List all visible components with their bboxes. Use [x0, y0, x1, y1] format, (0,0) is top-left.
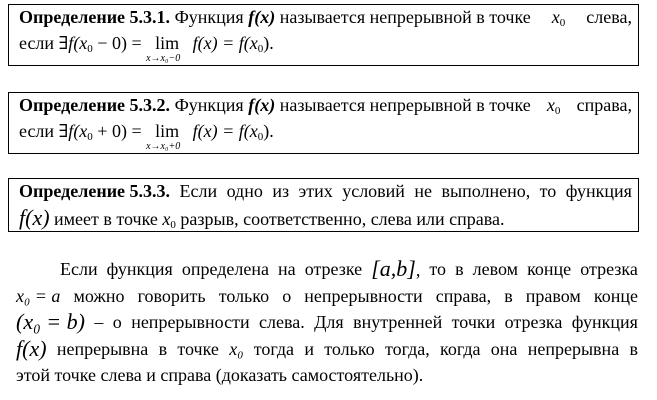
- paragraph-word: определена: [181, 259, 269, 279]
- definition-3-line-2: [19, 205, 632, 231]
- point-x0: x₀: [229, 338, 244, 359]
- definition-3-word: одно: [226, 181, 263, 201]
- definition-1-expr-left: ∃f(x: [58, 33, 88, 53]
- paragraph-word: тогда,: [384, 338, 430, 359]
- definition-2-limit: [146, 121, 188, 152]
- definition-2-function: f(x): [248, 95, 276, 115]
- paragraph-word: о: [112, 312, 122, 332]
- paragraph-word: отрезке: [304, 259, 363, 279]
- definition-1-point-sub: 0: [559, 17, 566, 29]
- paragraph-line-1: Если функция определена на отрезке [a,b], то в левом конце отрезка: [60, 256, 638, 281]
- paragraph-word: точке: [177, 338, 219, 359]
- paragraph-word: то: [429, 259, 447, 279]
- paragraph-word: можно: [73, 285, 125, 306]
- paragraph-line-5: этой точке слева и справа (доказать самостоятельно).: [16, 365, 424, 385]
- definition-1-expr-left-tail: − 0) =: [92, 33, 142, 53]
- paragraph-line-3: [16, 309, 638, 336]
- paragraph-word: левом: [472, 259, 519, 279]
- equation-x0-a: x₀ = a: [16, 285, 61, 306]
- paragraph-word: в: [629, 338, 638, 359]
- equation-x0-b: (x₀ = b): [16, 309, 85, 334]
- definition-3-word: из: [272, 181, 290, 201]
- definition-3-word: функция: [565, 181, 632, 201]
- paragraph-word: внутренней: [353, 312, 443, 332]
- interval-ab: [a,b]: [371, 256, 416, 281]
- paragraph-word: в: [158, 338, 168, 359]
- definition-3-function: f(x): [19, 205, 50, 230]
- body-paragraph: [16, 256, 638, 389]
- definition-3-word: не: [414, 181, 433, 201]
- paragraph-word: слева.: [259, 312, 305, 332]
- paragraph-word: в: [455, 259, 464, 279]
- paragraph-word: когда: [440, 338, 481, 359]
- paragraph-word: о: [282, 285, 292, 306]
- definition-3-point-sub: 0: [170, 219, 176, 231]
- definition-1-text-2: называется непрерывной в точке: [279, 7, 531, 27]
- paragraph-word: говорить: [137, 285, 206, 306]
- definition-1-lim: lim: [155, 33, 180, 53]
- paragraph-word: на: [278, 259, 296, 279]
- paragraph-word: и: [304, 338, 314, 359]
- definition-2-text-2: называется непрерывной в точке: [279, 95, 531, 115]
- paragraph-line-4: [16, 336, 638, 363]
- definition-2-expr-right-tail: ).: [263, 121, 274, 141]
- definition-3-line-1: [19, 181, 632, 205]
- paragraph-word: только: [218, 285, 270, 306]
- definition-1-function: f(x): [248, 7, 276, 27]
- paragraph-word: непрерывна: [527, 338, 620, 359]
- function-fx: f(x): [16, 335, 47, 361]
- definition-2-point-sub: 0: [554, 105, 561, 117]
- definition-2-text: Функция: [174, 95, 244, 115]
- definition-2-lim-sub: x→x₀+0: [146, 141, 181, 152]
- definition-1-lim-sub: x→x₀−0: [146, 53, 181, 64]
- definition-1-limit: [146, 33, 188, 64]
- definition-3-label: Определение 5.3.3.: [19, 181, 171, 201]
- definition-2-expr-right: f(x) = f(x: [192, 121, 258, 141]
- definition-3-text-2: разрыв, соответственно, слева или справа.: [180, 209, 505, 229]
- definition-1-point: x: [551, 7, 560, 27]
- paragraph-word: тогда: [253, 338, 295, 359]
- paragraph-word: функция: [106, 259, 173, 279]
- paragraph-word: непрерывности: [131, 312, 250, 332]
- definition-1-if: если: [19, 33, 55, 53]
- definition-1-text: Функция: [174, 7, 244, 27]
- definition-2-expr-left-tail: + 0) =: [92, 121, 142, 141]
- paragraph-word: справа,: [435, 285, 492, 306]
- definition-2-label: Определение 5.3.2.: [19, 95, 171, 115]
- paragraph-word: непрерывна: [56, 338, 149, 359]
- definition-1-side: слева,: [586, 7, 632, 27]
- definition-3-point: x: [162, 209, 171, 229]
- definition-3-word: то: [539, 181, 557, 201]
- paragraph-word: отрезка: [504, 312, 563, 332]
- definition-5-3-3-box: [8, 178, 639, 232]
- paragraph-word: непрерывности: [304, 285, 423, 306]
- definition-2-lim: lim: [155, 121, 180, 141]
- paragraph-word: Если: [60, 259, 98, 279]
- definition-3-word: Если: [179, 181, 218, 201]
- paragraph-word: только: [324, 338, 375, 359]
- definition-5-3-1-box: [8, 4, 639, 66]
- definition-1-line-2: если $\exists f(x_0 - 0) = \lim$ x→x₀−0 $f(x) = f(x_0)$.: [19, 33, 274, 64]
- definition-5-3-2-box: [8, 92, 639, 154]
- paragraph-word: точки: [451, 312, 496, 332]
- definition-2-expr-left: ∃f(x: [58, 121, 88, 141]
- paragraph-word: в: [504, 285, 513, 306]
- paragraph-word: функция: [571, 312, 638, 332]
- definition-1-expr-right-tail: ).: [263, 33, 274, 53]
- definition-2-point: x: [546, 95, 555, 115]
- paragraph-word: отрезка: [580, 259, 638, 279]
- paragraph-word: она: [490, 338, 518, 359]
- definition-3-word: выполнено,: [441, 181, 531, 201]
- definition-2-side: справа,: [576, 95, 632, 115]
- definition-3-word: условий: [342, 181, 405, 201]
- definition-2-line-1: [19, 95, 632, 121]
- definition-1-line-1: [19, 7, 632, 33]
- paragraph-word: конце: [593, 285, 638, 306]
- definition-3-text: имеет в точке: [54, 209, 158, 229]
- definition-2-line-2: если $\exists f(x_0 + 0) = \lim$ x→x₀+0 $f(x) = f(x_0)$.: [19, 121, 274, 152]
- definition-1-label: Определение 5.3.1.: [19, 7, 171, 27]
- paragraph-word: –: [94, 312, 104, 332]
- paragraph-line-2: [16, 283, 638, 310]
- paragraph-word: Для: [314, 312, 344, 332]
- definition-3-word: этих: [298, 181, 333, 201]
- paragraph-word: правом: [525, 285, 581, 306]
- definition-1-expr-right: f(x) = f(x: [192, 33, 258, 53]
- definition-2-if: если: [19, 121, 55, 141]
- paragraph-word: конце: [527, 259, 572, 279]
